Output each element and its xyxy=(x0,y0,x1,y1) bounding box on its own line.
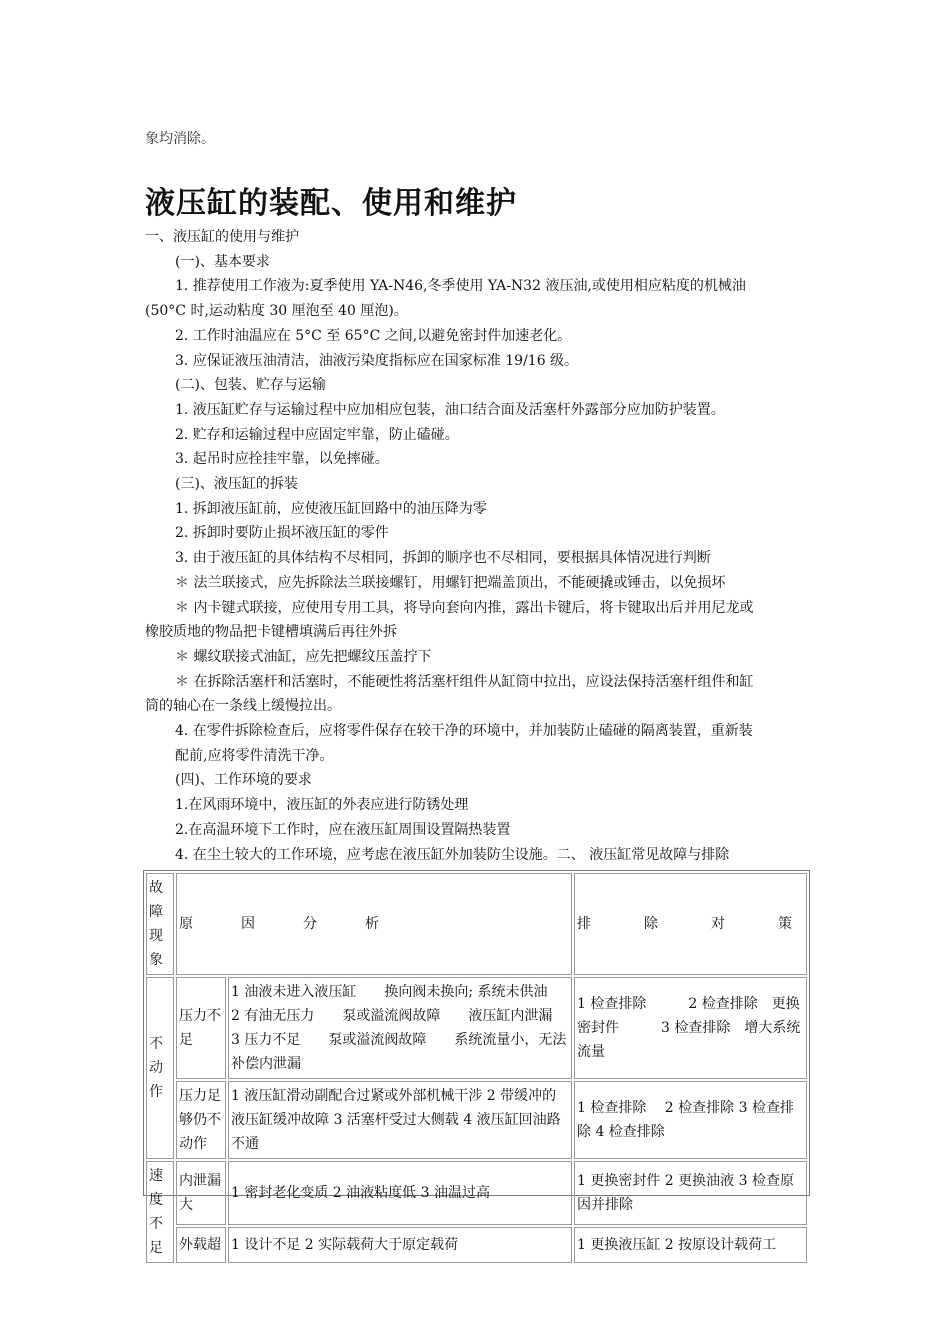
paragraph: 1.在风雨环境中，液压缸的外表应进行防锈处理 xyxy=(175,797,469,814)
subsection-heading: (四)、工作环境的要求 xyxy=(175,772,312,789)
sub-phenomenon: 内泄漏大 xyxy=(176,1161,226,1225)
bullet-item: ＊ 在拆除活塞杆和活塞时，不能硬性将活塞杆组件从缸筒中拉出，应设法保持活塞杆组件和缸 xyxy=(175,673,754,690)
body-text xyxy=(145,225,815,867)
paragraph: 2. 拆卸时要防止损坏液压缸的零件 xyxy=(175,525,389,542)
cause-cell: 1 油液未进入液压缸 换向阀未换向; 系统未供油 2 有油无压力 泵或溢流阀故障 液压缸内泄漏 3 压力不足 泵或溢流阀故障 系统流量小，无法补偿内泄漏 xyxy=(228,977,572,1079)
paragraph: 2. 贮存和运输过程中应固定牢靠，防止磕碰。 xyxy=(175,426,459,443)
table-row xyxy=(146,977,807,1079)
remedy-cell: 1 检查排除 2 检查排除 更换密封件 3 检查排除 增大系统流量 xyxy=(574,977,807,1079)
remedy-cell: 1 更换液压缸 2 按原设计载荷工 xyxy=(574,1227,807,1263)
header-remedy: 排 除 对 策 xyxy=(574,873,807,975)
remedy-cell: 1 更换密封件 2 更换油液 3 检查原因并排除 xyxy=(574,1161,807,1225)
paragraph: (50°C 时,运动粘度 30 厘泡至 40 厘泡)。 xyxy=(145,303,408,320)
cause-cell: 1 设计不足 2 实际载荷大于原定载荷 xyxy=(228,1227,572,1263)
subsection-heading: (二)、包装、贮存与运输 xyxy=(175,377,326,394)
paragraph: 3. 由于液压缸的具体结构不尽相同，拆卸的顺序也不尽相同，要根据具体情况进行判断 xyxy=(175,550,711,567)
bullet-item: ＊ 内卡键式联接，应使用专用工具，将导向套向内推，露出卡键后，将卡键取出后并用尼龙或 xyxy=(175,599,754,616)
table-row xyxy=(146,1161,807,1225)
paragraph: 4. 在零件拆除检查后，应将零件保存在较干净的环境中，并加装防止磕碰的隔离装置，重新装 xyxy=(175,723,753,740)
fault-table xyxy=(144,871,809,1265)
table-row xyxy=(146,1227,807,1263)
fault-table-container xyxy=(143,870,810,1256)
header-cause: 原 因 分 析 xyxy=(176,873,572,975)
sub-phenomenon: 压力不足 xyxy=(176,977,226,1079)
paragraph: 1. 推荐使用工作液为:夏季使用 YA-N46,冬季使用 YA-N32 液压油,或使用相应粘度的机械油 xyxy=(175,278,746,295)
continuation-fragment: 象均消除。 xyxy=(145,131,215,147)
group-label: 速度不足 xyxy=(146,1161,174,1263)
group-label: 不动作 xyxy=(146,977,174,1159)
paragraph: 2. 工作时油温应在 5°C 至 65°C 之间,以避免密封件加速老化。 xyxy=(175,327,572,344)
table-header-row xyxy=(146,873,807,975)
remedy-cell: 1 检查排除 2 检查排除 3 检查排除 4 检查排除 xyxy=(574,1081,807,1159)
bullet-item-continued: 橡胶质地的物品把卡键槽填满后再往外拆 xyxy=(145,624,397,641)
section-heading: 一、液压缸的使用与维护 xyxy=(145,229,299,245)
bullet-item: ＊ 法兰联接式，应先拆除法兰联接螺钉，用螺钉把端盖顶出，不能硬撬或锤击，以免损坏 xyxy=(175,574,726,591)
paragraph: 4. 在尘土较大的工作环境，应考虑在液压缸外加装防尘设施。二、 液压缸常见故障与排除 xyxy=(175,846,730,863)
subsection-heading: (三)、液压缸的拆装 xyxy=(175,476,298,493)
paragraph: 2.在高温环境下工作时，应在液压缸周围设置隔热装置 xyxy=(175,821,511,838)
paragraph: 1. 液压缸贮存与运输过程中应加相应包装，油口结合面及活塞杆外露部分应加防护装置。 xyxy=(175,401,725,418)
paragraph: 1. 拆卸液压缸前，应使液压缸回路中的油压降为零 xyxy=(175,500,487,517)
sub-phenomenon: 压力足够仍不动作 xyxy=(176,1081,226,1159)
cause-cell: 1 密封老化变质 2 油液粘度低 3 油温过高 xyxy=(228,1161,572,1225)
bullet-item-continued: 筒的轴心在一条线上缓慢拉出。 xyxy=(145,698,341,715)
paragraph: 配前,应将零件清洗干净。 xyxy=(175,747,334,764)
header-phenomenon: 故障现象 xyxy=(146,873,174,975)
sub-phenomenon: 外载超 xyxy=(176,1227,226,1263)
paragraph: 3. 起吊时应拴挂牢靠，以免摔碰。 xyxy=(175,451,389,468)
table-row xyxy=(146,1081,807,1159)
page-title: 液压缸的装配、使用和维护 xyxy=(145,186,517,221)
cause-cell: 1 液压缸滑动副配合过紧或外部机械干涉 2 带缓冲的液压缸缓冲故障 3 活塞杆受过大侧载 4 液压缸回油路不通 xyxy=(228,1081,572,1159)
paragraph: 3. 应保证液压油清洁，油液污染度指标应在国家标准 19/16 级。 xyxy=(175,352,579,369)
subsection-heading: (一)、基本要求 xyxy=(175,253,270,270)
bullet-item: ＊ 螺纹联接式油缸，应先把螺纹压盖拧下 xyxy=(175,648,432,665)
